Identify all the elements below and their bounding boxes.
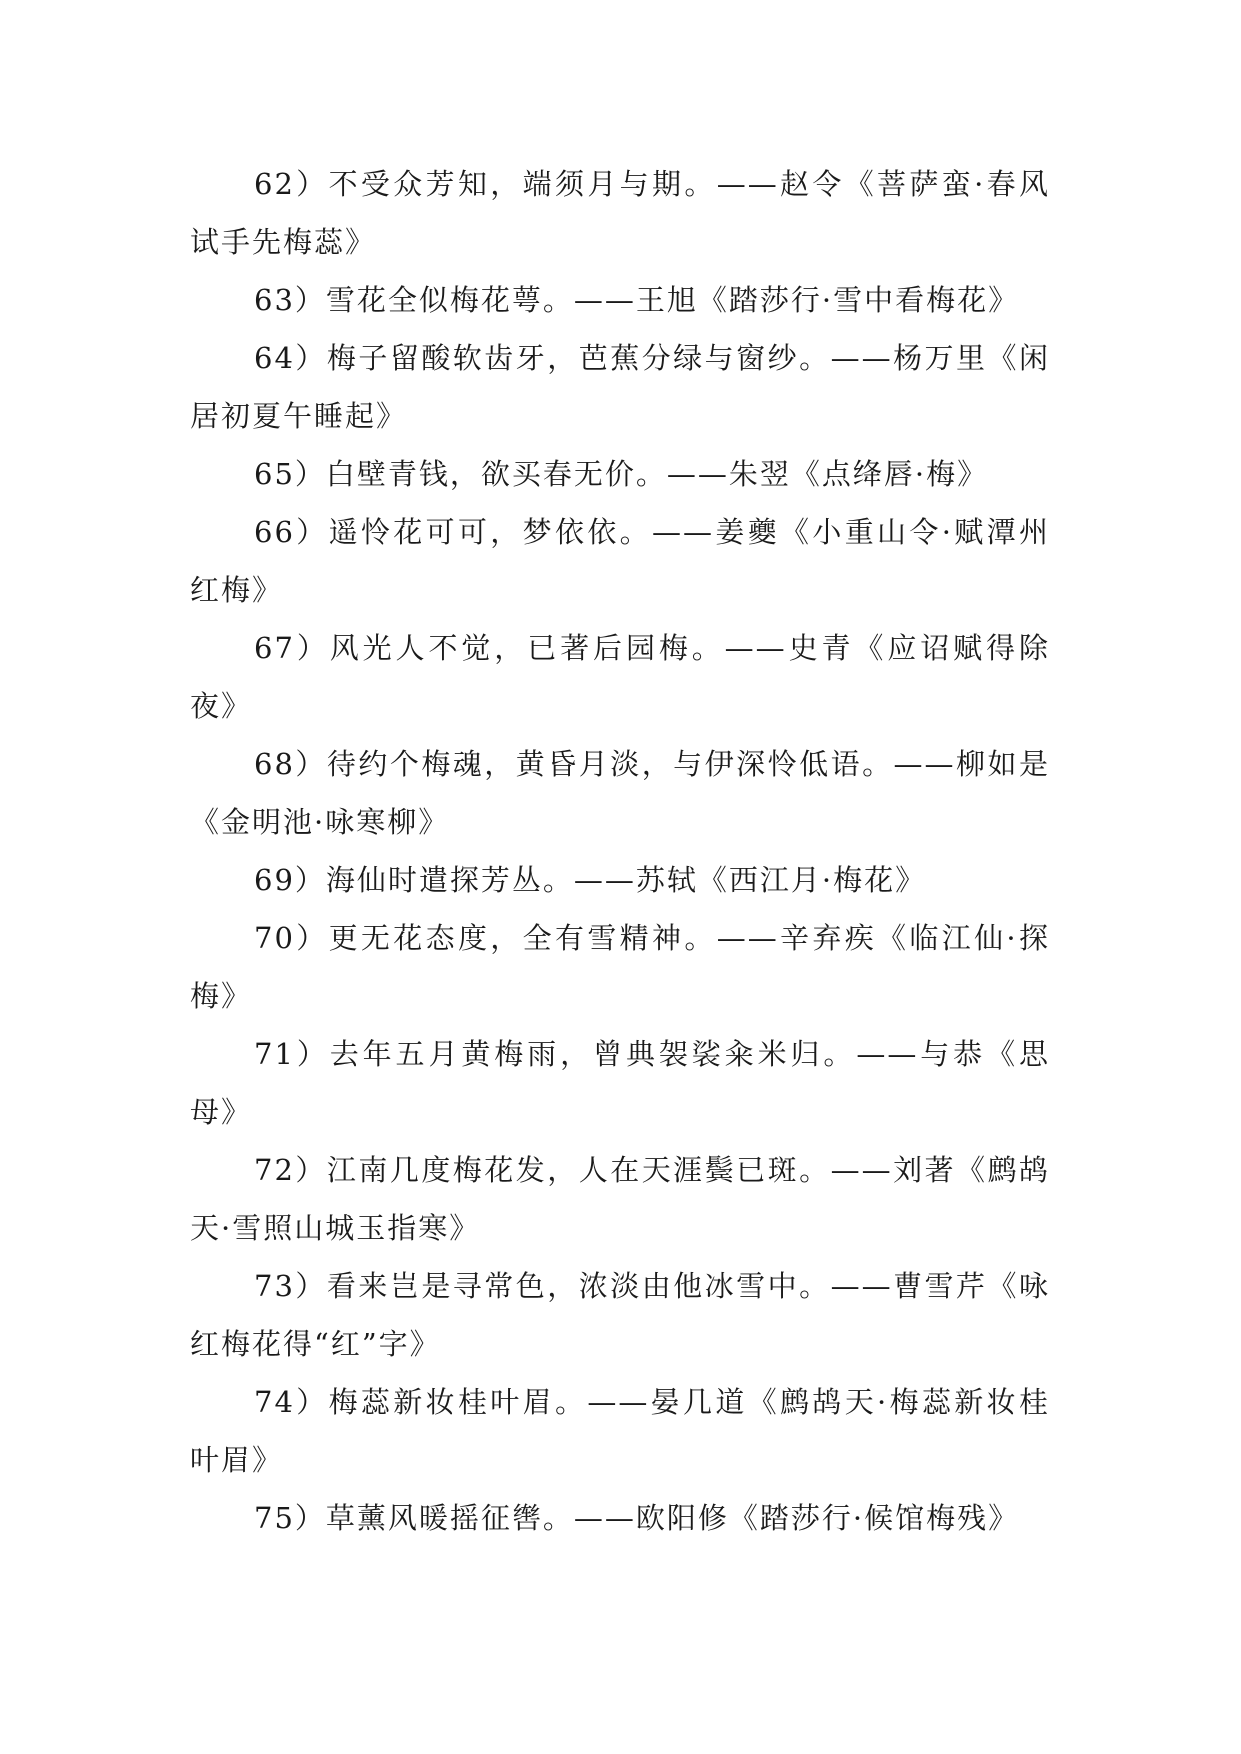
entry-number: 69）	[254, 863, 326, 897]
entry-number: 71）	[254, 1037, 330, 1071]
entry-number: 68）	[254, 747, 327, 781]
entry-text: 遥怜花可可，梦依依。——姜夔《小重山令·赋潭州红梅》	[190, 515, 1050, 607]
entry-text: 看来岂是寻常色，浓淡由他冰雪中。——曹雪芹《咏红梅花得“红”字》	[190, 1269, 1050, 1361]
list-item	[190, 1257, 1050, 1373]
list-item	[190, 1489, 1050, 1547]
entry-number: 66）	[254, 515, 329, 549]
list-item	[190, 735, 1050, 851]
entry-number: 75）	[254, 1501, 326, 1535]
entry-number: 70）	[254, 921, 329, 955]
entry-text: 待约个梅魂，黄昏月淡，与伊深怜低语。——柳如是《金明池·咏寒柳》	[190, 747, 1050, 839]
entry-text: 风光人不觉，已著后园梅。——史青《应诏赋得除夜》	[190, 631, 1050, 723]
entry-text: 去年五月黄梅雨，曾典袈裟籴米归。——与恭《思母》	[190, 1037, 1050, 1129]
entry-text: 梅子留酸软齿牙，芭蕉分绿与窗纱。——杨万里《闲居初夏午睡起》	[190, 341, 1050, 433]
entry-number: 73）	[254, 1269, 327, 1303]
list-item	[190, 155, 1050, 271]
list-item	[190, 619, 1050, 735]
list-item	[190, 909, 1050, 1025]
entry-number: 67）	[254, 631, 330, 665]
entry-number: 74）	[254, 1385, 329, 1419]
entry-text: 海仙时遣探芳丛。——苏轼《西江月·梅花》	[325, 863, 927, 897]
list-item	[190, 1373, 1050, 1489]
poem-quote-list	[190, 155, 1050, 1547]
list-item	[190, 1141, 1050, 1257]
list-item	[190, 329, 1050, 445]
entry-number: 63）	[254, 283, 326, 317]
entry-text: 梅蕊新妆桂叶眉。——晏几道《鹧鸪天·梅蕊新妆桂叶眉》	[190, 1385, 1050, 1477]
entry-number: 65）	[254, 457, 326, 491]
entry-number: 64）	[254, 341, 327, 375]
entry-text: 雪花全似梅花萼。——王旭《踏莎行·雪中看梅花》	[325, 283, 1020, 317]
entry-text: 江南几度梅花发，人在天涯鬓已斑。——刘著《鹧鸪天·雪照山城玉指寒》	[190, 1153, 1050, 1245]
entry-text: 不受众芳知，端须月与期。——赵令《菩萨蛮·春风试手先梅蕊》	[190, 167, 1050, 259]
entry-text: 草薰风暖摇征辔。——欧阳修《踏莎行·候馆梅残》	[325, 1501, 1020, 1535]
list-item	[190, 851, 1050, 909]
entry-number: 62）	[254, 167, 329, 201]
list-item	[190, 503, 1050, 619]
list-item	[190, 1025, 1050, 1141]
list-item	[190, 445, 1050, 503]
list-item	[190, 271, 1050, 329]
entry-text: 更无花态度，全有雪精神。——辛弃疾《临江仙·探梅》	[190, 921, 1050, 1013]
entry-number: 72）	[254, 1153, 327, 1187]
entry-text: 白壁青钱，欲买春无价。——朱翌《点绛唇·梅》	[325, 457, 989, 491]
